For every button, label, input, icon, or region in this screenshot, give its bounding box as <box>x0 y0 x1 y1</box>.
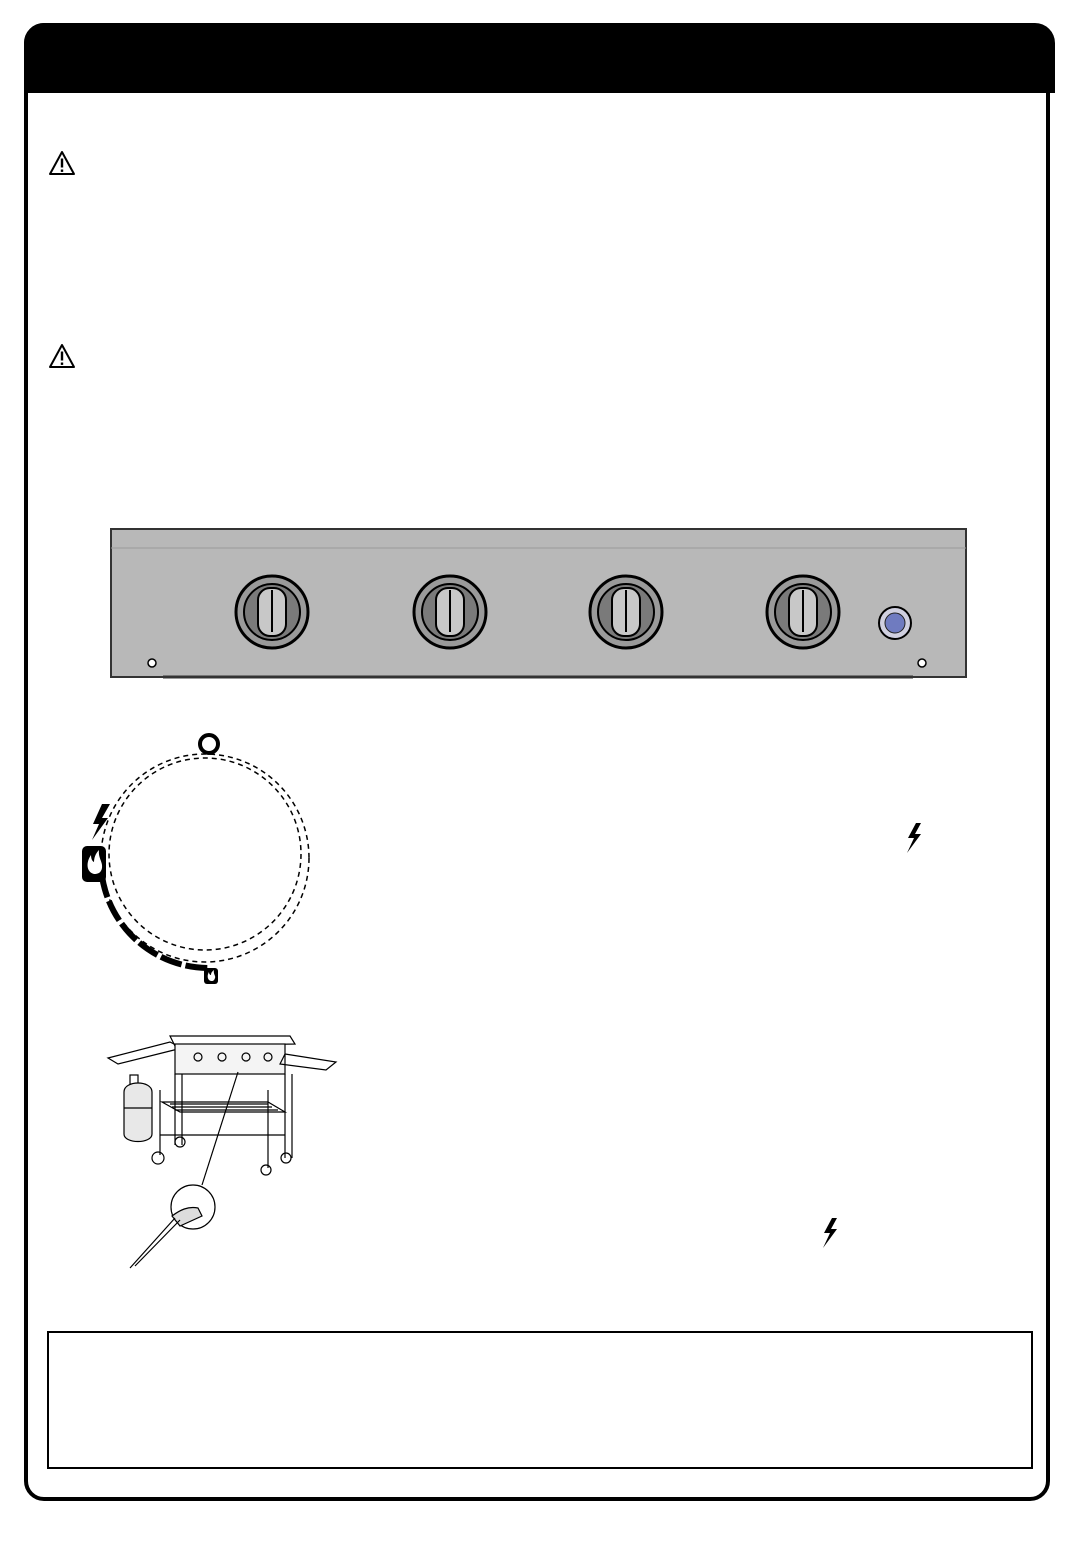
knob-4 <box>767 576 839 648</box>
knob-1 <box>236 576 308 648</box>
note-box <box>47 1331 1033 1469</box>
off-circle-icon <box>200 735 218 753</box>
panel-screw-hole <box>918 659 926 667</box>
grill-match-lighting-illustration <box>100 1030 340 1270</box>
header-bar <box>24 23 1055 93</box>
low-flame-icon <box>204 968 218 984</box>
note-text <box>49 1333 1031 1365</box>
control-panel-illustration <box>108 526 970 686</box>
panel-screw-hole <box>148 659 156 667</box>
ignite-bolt-icon <box>820 1217 840 1249</box>
igniter-button <box>879 607 911 639</box>
ignite-bolt-icon <box>904 822 924 854</box>
high-flame-icon <box>82 846 106 882</box>
warning-triangle-icon <box>48 343 76 369</box>
dial-position-diagram <box>80 728 320 990</box>
knob-3 <box>590 576 662 648</box>
knob-2 <box>414 576 486 648</box>
warning-triangle-icon <box>48 150 76 176</box>
